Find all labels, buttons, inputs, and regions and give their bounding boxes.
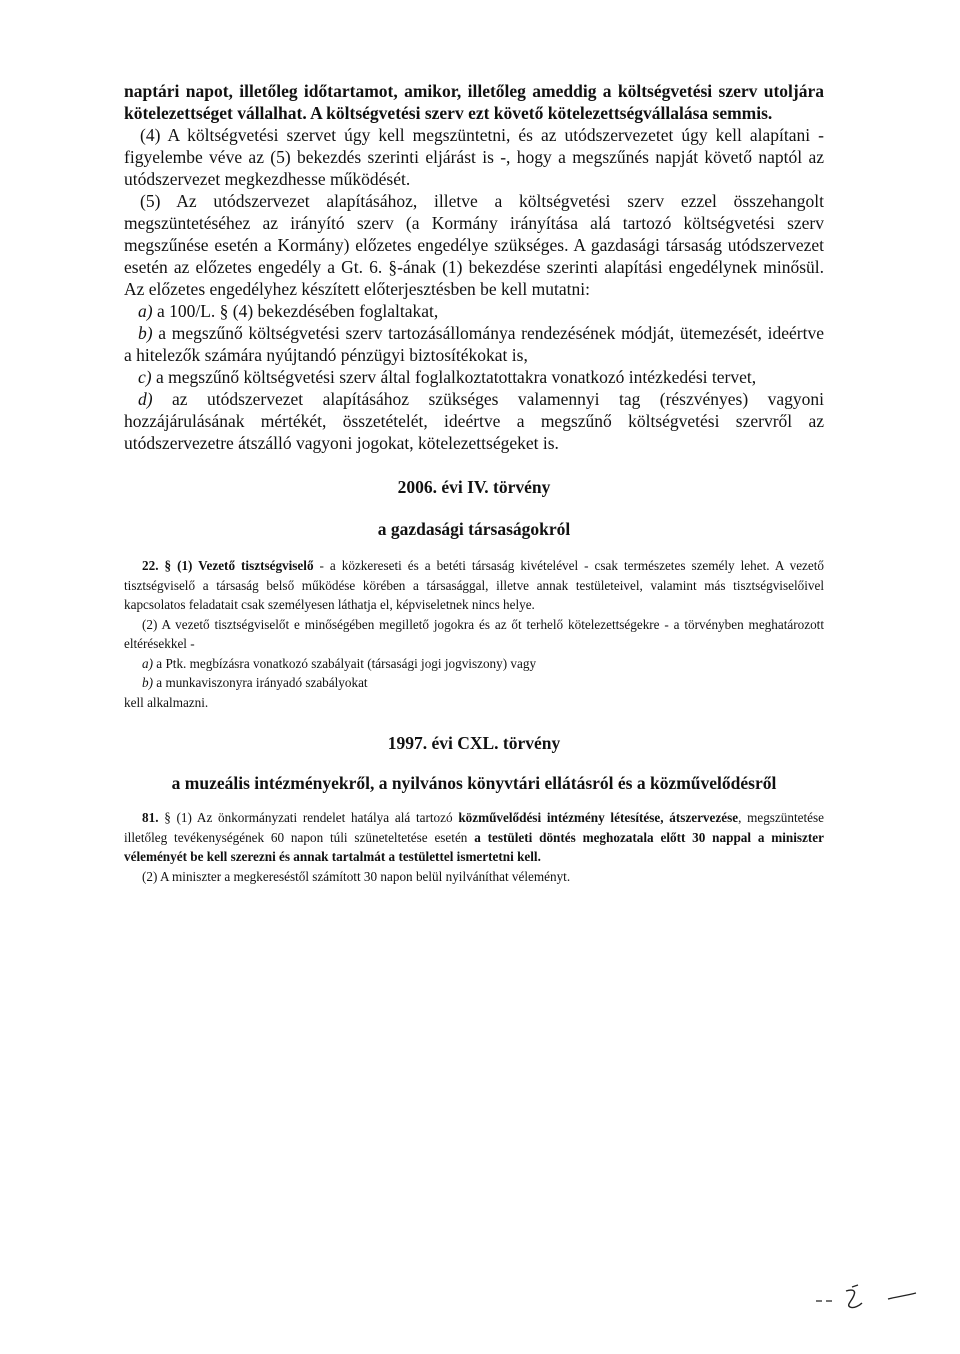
section-22-item-b [124, 673, 824, 693]
section-22-text-b: a munkaviszonyra irányadó szabályokat [153, 675, 368, 690]
section-81-paragraph-1 [124, 808, 824, 867]
paragraph-continuation: naptári napot, illetőleg időtartamot, amikor, illetőleg ameddig a költségvetési szerv utoljára kötelezettséget vállalhat. A költségvetési szerv ezt követő kötelezettségvállalása semmis. [124, 81, 824, 123]
law-title-2006: 2006. évi IV. törvény [397, 477, 551, 497]
law-subtitle-1997: a muzeális intézményekről, a nyilvános könyvtári ellátásról és a közművelődésről [171, 773, 777, 793]
section-81-paragraph-2: (2) A miniszter a megkereséstől számított 30 napon belül nyilváníthat véleményt. [142, 868, 571, 884]
handwritten-signature-mark [812, 1283, 922, 1313]
section-22-closing: kell alkalmazni. [124, 694, 209, 710]
section-22-item-a [124, 654, 824, 674]
section-22-marker-a: a) [142, 655, 153, 671]
list-marker-a: a) [138, 301, 153, 321]
section-22-number: 22. [142, 558, 165, 573]
section-22-text-a: a Ptk. megbízásra vonatkozó szabályait (társasági jogi jogviszony) vagy [153, 655, 537, 671]
list-text-c: a megszűnő költségvetési szerv által foglalkoztatottakra vonatkozó intézkedési tervet, [151, 367, 757, 387]
section-22-paragraph-2: (2) A vezető tisztségviselőt e minőségében megillető jogokra és az őt terhelő kötelezettségekre - a törvényben meghatározott eltérésekkel - [124, 616, 824, 651]
section-22-marker-b: b) [142, 675, 153, 690]
section-81-text-d: a testületi döntés meghozatala előtt 30 nappal a miniszter véleményét be kell szerezni és annak tartalmát a testülettel ismertetni kell. [124, 829, 825, 864]
document-page [124, 80, 824, 886]
list-item-c [124, 366, 824, 388]
list-item-d [124, 388, 824, 454]
list-marker-c: c) [138, 367, 152, 387]
list-item-b [124, 322, 824, 366]
section-22-text: - a közkereseti és a betéti társaság kivételével - csak természetes személy lehet. A vezető tisztségviselő a társaság belső működése körében a társasággal, illetve annak testületeivel, valamint más tisztségviselőivel kapcsolatos feladatait csak személyesen láthatja el, képviseletnek nincs helye. [124, 558, 825, 612]
law-subtitle-2006: a gazdasági társaságokról [377, 519, 571, 539]
section-81-text-a: § (1) Az önkormányzati rendelet hatálya alá tartozó [164, 810, 459, 825]
list-marker-b: b) [138, 323, 153, 343]
section-81-text-c: , megszüntetése illetőleg tevékenységének 60 napon túli szüneteltetése esetén [124, 810, 824, 845]
section-22-paragraph-1 [124, 556, 824, 615]
list-item-a [124, 300, 824, 322]
section-81-number: 81. [142, 810, 165, 825]
section-81-text-b: közművelődési intézmény létesítése, átszervezése [458, 810, 739, 825]
list-text-d: az utódszervezet alapításához szükséges valamennyi tag (részvényes) vagyoni hozzájárulásának mértékét, összetételét, ideértve a megszűnő költségvetési szervről az utódszervezetre átszálló vagyoni jogokat, kötelezettségeket is. [124, 389, 824, 453]
paragraph-4: (4) A költségvetési szervet úgy kell megszüntetni, és az utódszervezetet úgy kell alapítani - figyelembe véve az (5) bekezdés szerinti eljárást is -, hogy a megszűnés napját követő naptól az utódszervezet megkezdhesse működését. [124, 125, 824, 189]
list-text-b: a megszűnő költségvetési szerv tartozásállománya rendezésének módját, ütemezését, ideértve a hitelezők számára nyújtandó pénzügyi biztosítékokat is, [124, 323, 824, 365]
section-22-bold-lead: § (1) Vezető tisztségviselő [164, 558, 314, 573]
list-marker-d: d) [138, 389, 153, 409]
paragraph-5: (5) Az utódszervezet alapításához, illetve a költségvetési szerv ezzel összehangolt megszüntetéséhez az irányító szerv (a Kormány irányítása alá tartozó költségvetési szerv megszűnése esetén a Kormány) előzetes engedélye szükséges. A gazdasági társaság utódszervezet esetén az előzetes engedély a Gt. 6. §-ának (1) bekezdése szerinti alapítási engedélynek minősül. Az előzetes engedélyhez készített előterjesztésben be kell mutatni: [124, 191, 824, 299]
law-title-1997: 1997. évi CXL. törvény [387, 733, 561, 753]
list-text-a: a 100/L. § (4) bekezdésében foglaltakat, [152, 301, 439, 321]
